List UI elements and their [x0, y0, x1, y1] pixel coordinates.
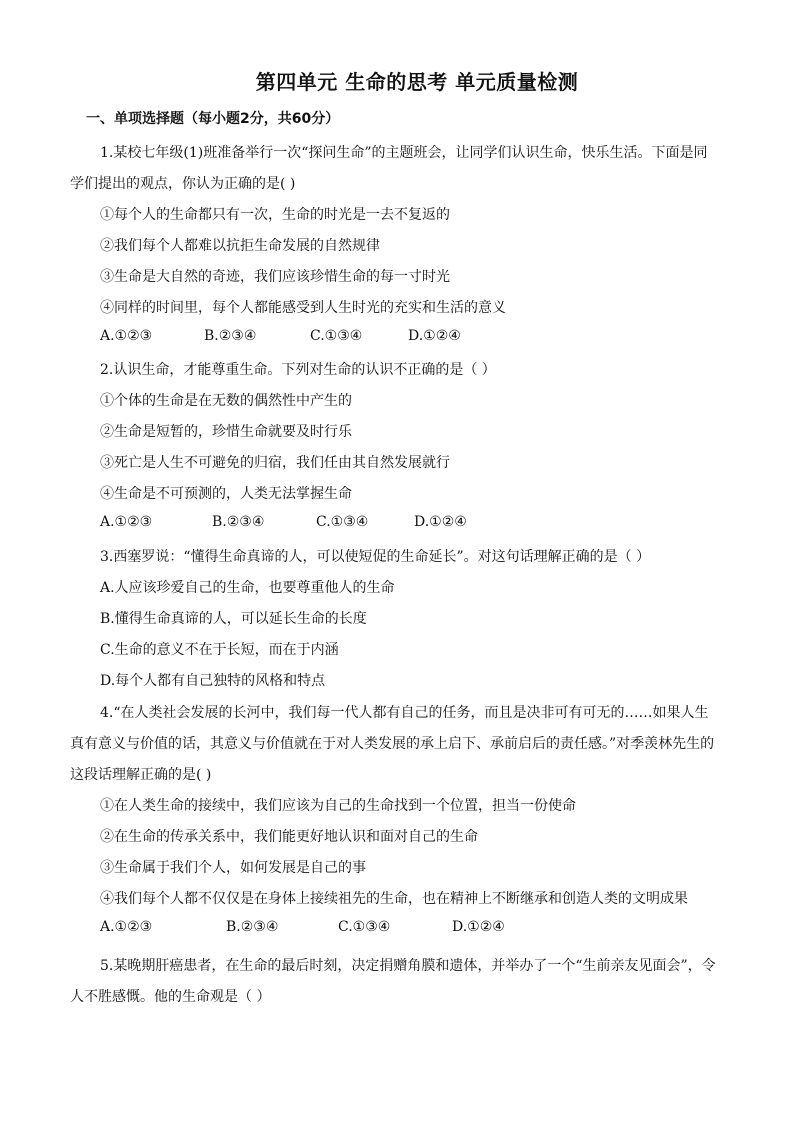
question-1-item: ③生命是大自然的奇迹，我们应该珍惜生命的每一寸时光	[100, 269, 450, 285]
question-2-stem: 2.认识生命，才能尊重生命。下列对生命的认识不正确的是（ ）	[100, 362, 496, 378]
question-4-item: ②在生命的传承关系中，我们能更好地认识和面对自己的生命	[100, 829, 478, 845]
question-2-item: ②生命是短暂的，珍惜生命就要及时行乐	[100, 424, 352, 440]
question-4-item: ①在人类生命的接续中，我们应该为自己的生命找到一个位置，担当一份使命	[100, 798, 576, 814]
question-1-option-c: C.①③④	[310, 328, 363, 344]
question-1-option-a: A.①②③	[100, 328, 153, 344]
question-2-option-b: B.②③④	[212, 514, 265, 530]
question-2-option-d: D.①②④	[414, 514, 467, 530]
question-4-option-c: C.①③④	[338, 919, 391, 935]
question-3-stem: 3.西塞罗说：“懂得生命真谛的人，可以使短促的生命延长”。对这句话理解正确的是（ ）	[100, 549, 651, 565]
question-4-item: ④我们每个人都不仅仅是在身体上接续祖先的生命，也在精神上不断继承和创造人类的文明成果	[100, 891, 688, 907]
question-4-item: ③生命属于我们个人，如何发展是自己的事	[100, 860, 366, 876]
section-heading: 一、单项选择题（每小题2分，共60分）	[86, 111, 340, 127]
question-1-stem-cont: 学们提出的观点，你认为正确的是( )	[70, 176, 296, 192]
question-2-item: ①个体的生命是在无数的偶然性中产生的	[100, 393, 352, 409]
question-1-item: ②我们每个人都难以抗拒生命发展的自然规律	[100, 238, 380, 254]
question-1-option-d: D.①②④	[408, 328, 461, 344]
question-4-stem-cont: 真有意义与价值的话，其意义与价值就在于对人类发展的承上启下、承前启后的责任感。”对季羡林先生的	[70, 736, 715, 752]
question-1-item: ④同样的时间里，每个人都能感受到人生时光的充实和生活的意义	[100, 300, 506, 316]
question-2-option-a: A.①②③	[100, 514, 153, 530]
question-5-stem-cont: 人不胜感慨。他的生命观是（ ）	[70, 989, 271, 1005]
question-3-option-a: A.人应该珍爱自己的生命，也要尊重他人的生命	[100, 580, 395, 596]
question-2-item: ③死亡是人生不可避免的归宿，我们任由其自然发展就行	[100, 455, 450, 471]
question-4-option-b: B.②③④	[226, 919, 279, 935]
question-4-option-a: A.①②③	[100, 919, 153, 935]
question-5-stem: 5.某晚期肝癌患者，在生命的最后时刻，决定捐赠角膜和遗体，并举办了一个“生前亲友见面会”，令	[100, 958, 716, 974]
question-1-option-b: B.②③④	[204, 328, 257, 344]
question-2-option-c: C.①③④	[316, 514, 369, 530]
question-4-option-d: D.①②④	[452, 919, 505, 935]
question-3-option-d: D.每个人都有自己独特的风格和特点	[100, 673, 326, 689]
question-4-stem-cont: 这段话理解正确的是( )	[70, 767, 212, 783]
question-3-option-c: C.生命的意义不在于长短，而在于内涵	[100, 642, 339, 658]
question-1-stem: 1.某校七年级(1)班准备举行一次“探问生命”的主题班会，让同学们认识生命，快乐生活。下面是同	[100, 145, 708, 161]
page-title: 第四单元 生命的思考 单元质量检测	[255, 70, 579, 94]
question-4-stem: 4.“在人类社会发展的长河中，我们每一代人都有自己的任务，而且是决非可有可无的……如果人生	[100, 705, 709, 721]
question-1-item: ①每个人的生命都只有一次，生命的时光是一去不复返的	[100, 207, 450, 223]
question-3-option-b: B.懂得生命真谛的人，可以延长生命的长度	[100, 611, 367, 627]
question-2-item: ④生命是不可预测的，人类无法掌握生命	[100, 486, 352, 502]
